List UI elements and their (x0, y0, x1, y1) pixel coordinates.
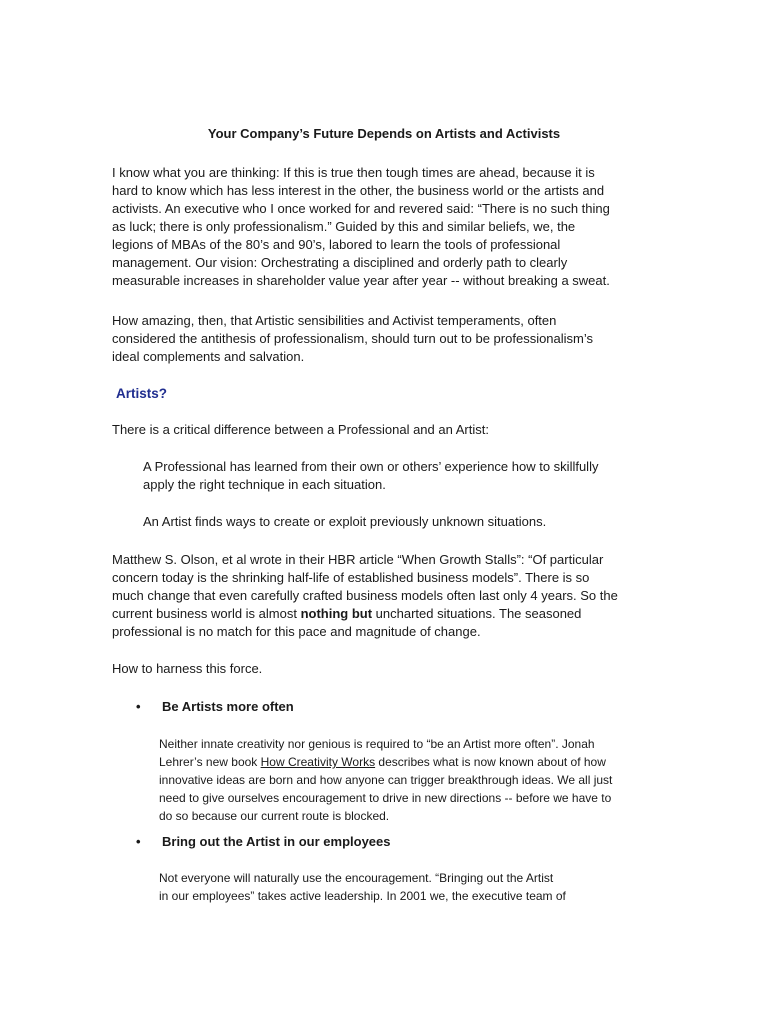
olson-paragraph (112, 551, 657, 641)
olson-line: much change that even carefully crafted business models often last only 4 years. So the (112, 588, 618, 603)
olson-text: uncharted situations. The seasoned (372, 606, 582, 621)
bullet1-line: do so because our current route is blocked. (159, 809, 390, 823)
intro-line: legions of MBAs of the 80’s and 90’s, labored to learn the tools of professional (112, 237, 561, 252)
difference-paragraph (112, 421, 657, 439)
olson-text: current business world is almost (112, 606, 301, 621)
bullet-heading: Be Artists more often (162, 699, 294, 714)
book-title-link[interactable]: How Creativity Works (260, 755, 376, 769)
amazing-line: How amazing, then, that Artistic sensibilities and Activist temperaments, often (112, 313, 557, 328)
amazing-paragraph (112, 312, 657, 366)
amazing-line: ideal complements and salvation. (112, 349, 305, 364)
olson-line (112, 605, 657, 623)
artist-definition (143, 513, 643, 531)
difference-line: There is a critical difference between a Professional and an Artist: (112, 422, 489, 437)
professional-line: A Professional has learned from their own or others’ experience how to skillfully (143, 459, 599, 474)
bullet-icon: • (136, 834, 141, 849)
intro-line: I know what you are thinking: If this is true then tough times are ahead, because it is (112, 165, 595, 180)
professional-line: apply the right technique in each situation. (143, 477, 386, 492)
bullet1-line (159, 753, 659, 771)
intro-paragraph (112, 164, 657, 290)
intro-line: as luck; there is only professionalism.” Guided by this and similar beliefs, we, the (112, 219, 576, 234)
olson-line: Matthew S. Olson, et al wrote in their HBR article “When Growth Stalls”: “Of particular (112, 552, 604, 567)
intro-line: hard to know which has less interest in the other, the business world or the artists and (112, 183, 605, 198)
intro-line: activists. An executive who I once worked for and revered said: “There is no such thing (112, 201, 610, 216)
amazing-line: considered the antithesis of professionalism, should turn out to be professionalism’s (112, 331, 594, 346)
intro-line: measurable increases in shareholder value year after year -- without breaking a sweat. (112, 273, 610, 288)
olson-emphasis: nothing but (300, 606, 373, 621)
document-title: Your Company’s Future Depends on Artists and Activists (207, 126, 561, 141)
olson-line: concern today is the shrinking half-life of established business models”. There is so (112, 570, 590, 585)
bullet1-line: Neither innate creativity nor genious is required to “be an Artist more often”. Jonah (159, 737, 595, 751)
olson-line: professional is no match for this pace and magnitude of change. (112, 624, 481, 639)
bullet1-line: need to give ourselves encouragement to drive in new directions -- before we have to (159, 791, 612, 805)
harness-line: How to harness this force. (112, 661, 263, 676)
intro-line: management. Our vision: Orchestrating a disciplined and orderly path to clearly (112, 255, 568, 270)
professional-definition (143, 458, 643, 494)
bullet2-line: Not everyone will naturally use the encouragement. “Bringing out the Artist (159, 871, 554, 885)
bullet-icon: • (136, 699, 141, 714)
bullet2-line: in our employees” takes active leadership. In 2001 we, the executive team of (159, 889, 566, 903)
harness-paragraph (112, 660, 657, 678)
bullet1-text: describes what is now known about of how (375, 755, 606, 769)
bullet1-line: innovative ideas are born and how anyone can trigger breakthrough ideas. We all just (159, 773, 613, 787)
artists-heading: Artists? (116, 386, 168, 401)
bullet2-body (159, 869, 659, 905)
bullet-heading: Bring out the Artist in our employees (162, 834, 391, 849)
bullet1-body (159, 735, 659, 825)
bullet1-text: Lehrer’s new book (159, 755, 261, 769)
artist-line: An Artist finds ways to create or exploit previously unknown situations. (143, 514, 547, 529)
